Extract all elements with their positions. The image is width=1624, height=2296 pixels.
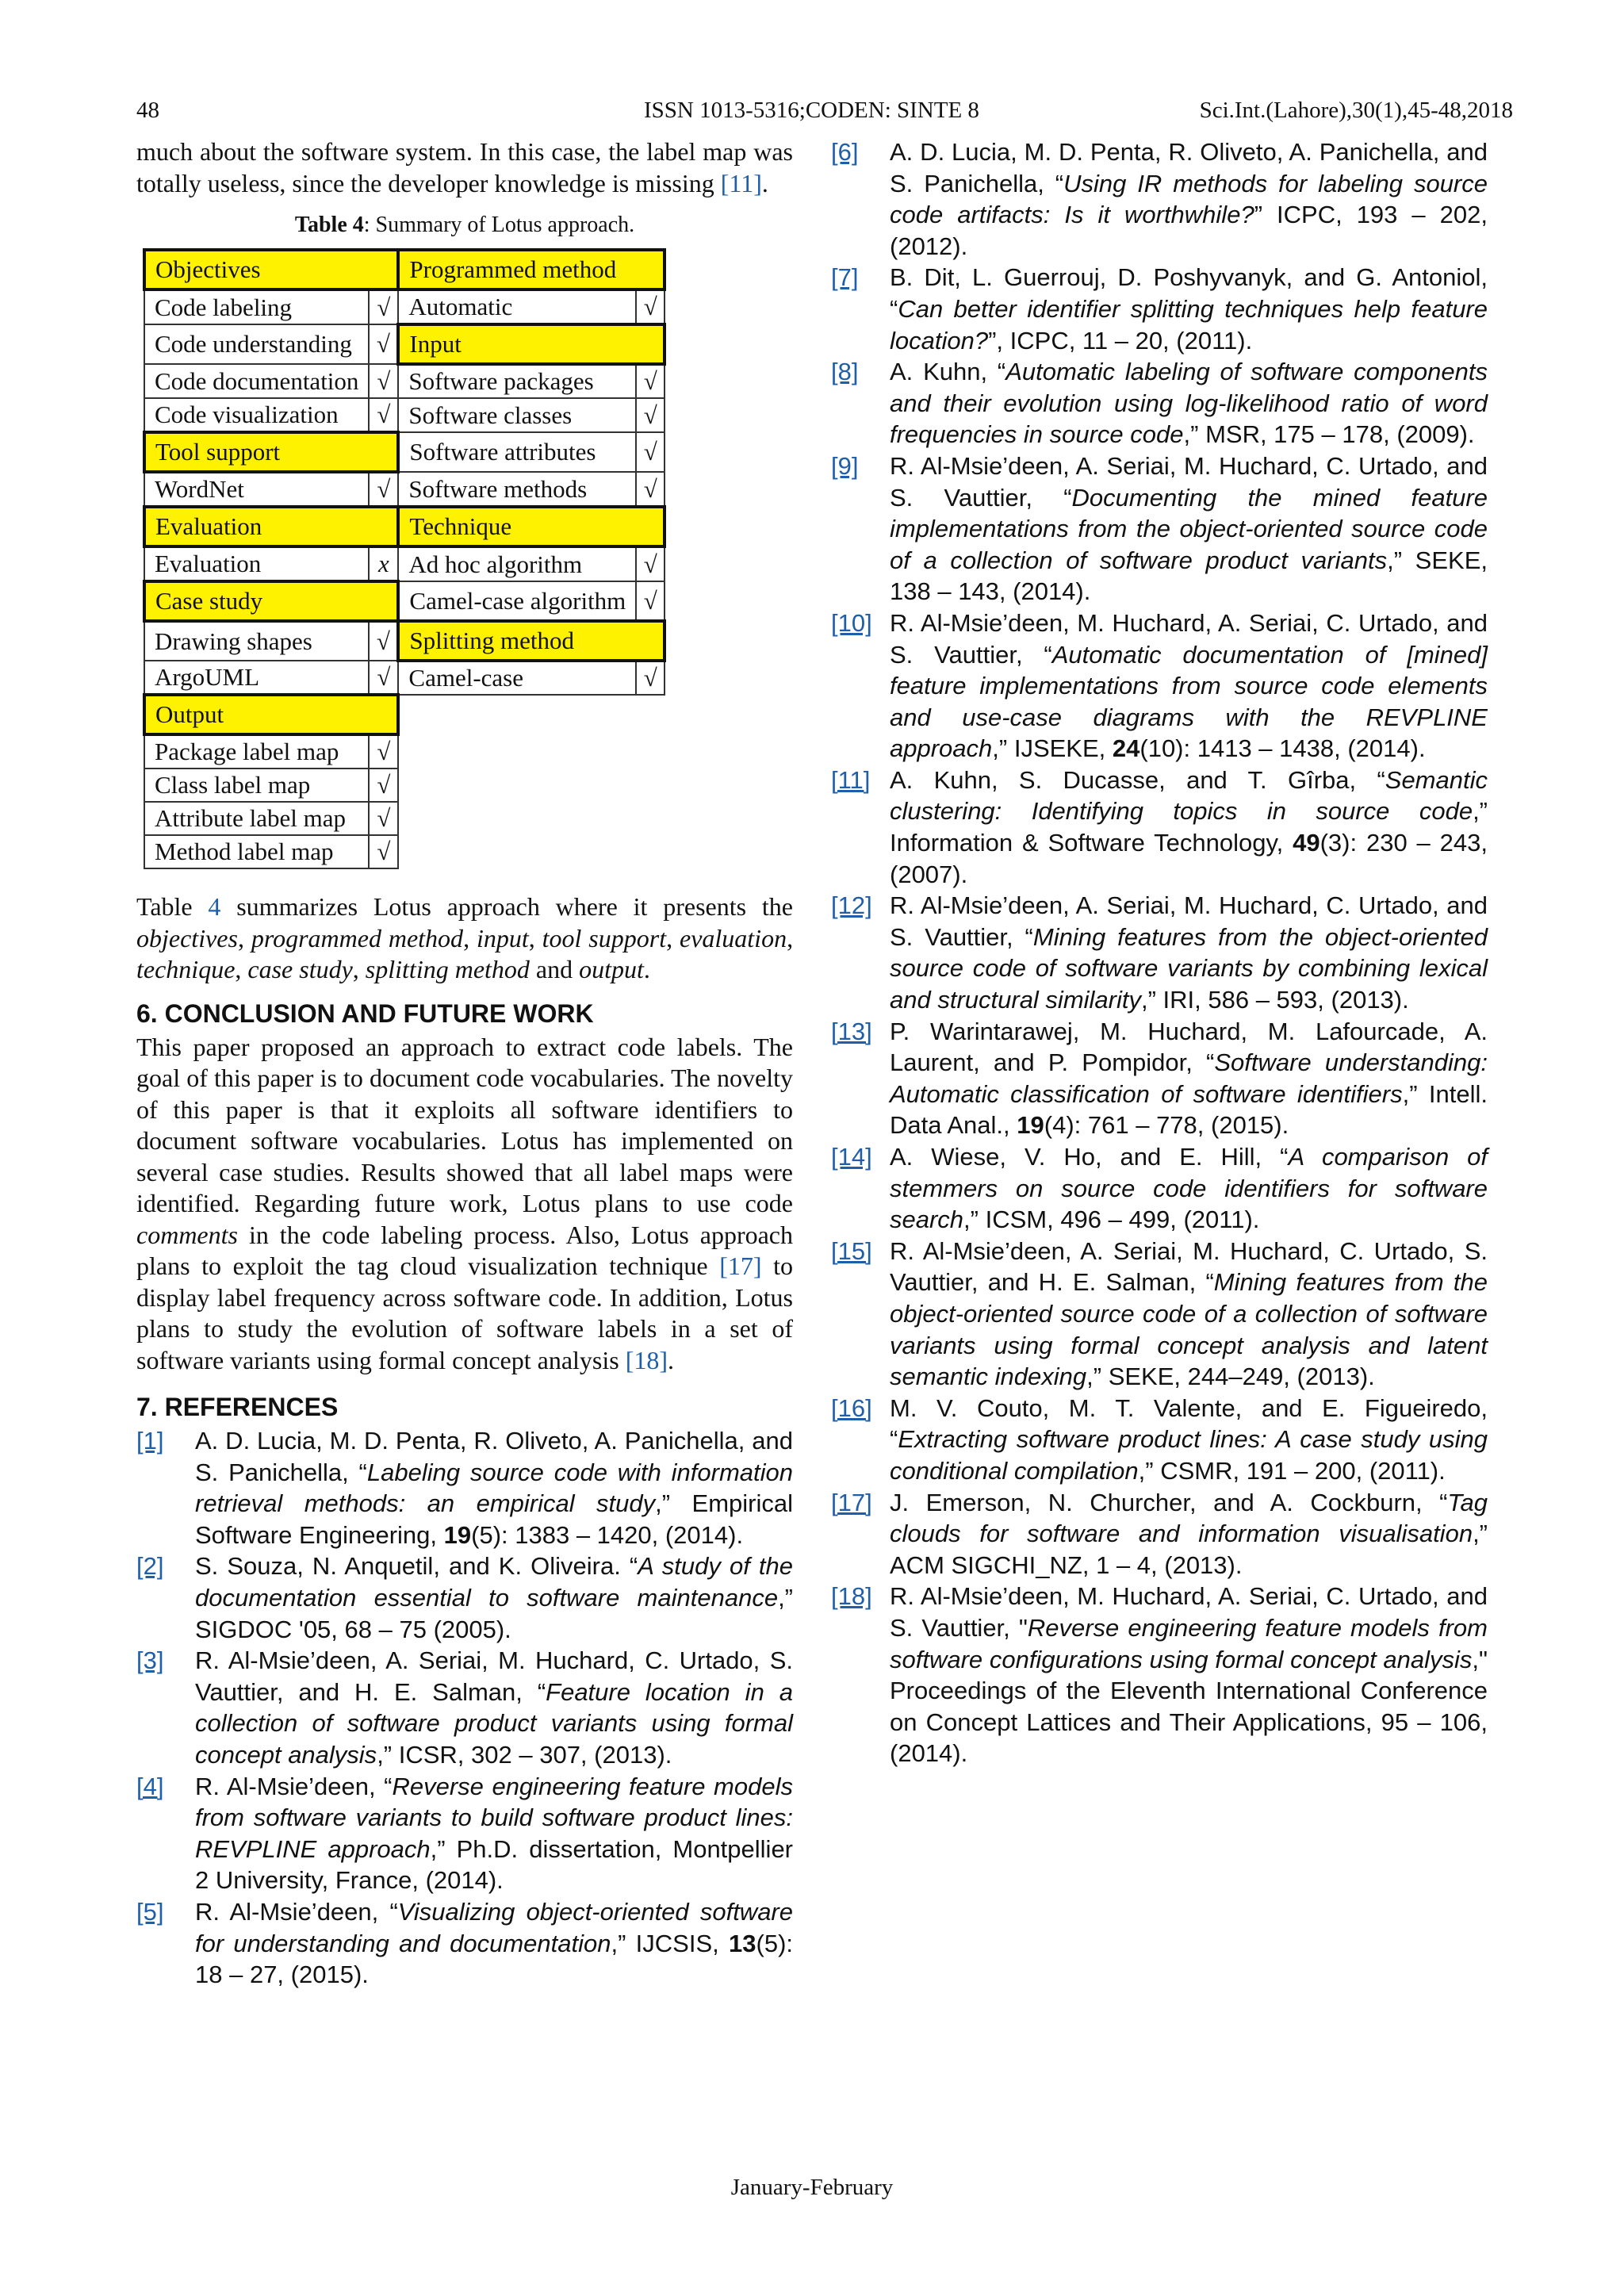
reference-number-link[interactable]: [17] — [831, 1488, 872, 1516]
page-number: 48 — [136, 98, 159, 123]
table-cell: Class label map — [144, 769, 369, 802]
table-row — [144, 432, 665, 472]
table-header-cell: Input — [398, 324, 665, 364]
check-mark: √ — [636, 398, 665, 432]
reference-text: S. Souza, N. Anquetil, and K. Oliveira. “A study of the documentation essential to software maintenance,” SIGDOC '05, 68 – 75 (2005). — [195, 1552, 793, 1643]
reference-text: R. Al-Msie’deen, A. Seriai, M. Huchard, C. Urtado, S. Vauttier, and H. E. Salman, “Mining features from the object-oriented source code of a collection of software variants using formal concept analysis and latent semantic indexing,” SEKE, 244–249, (2013). — [890, 1236, 1488, 1391]
reference-number-link[interactable]: [2] — [136, 1552, 164, 1581]
reference-text: R. Al-Msie’deen, “Visualizing object-oriented software for understanding and documentation,” IJCSIS, 13(5): 18 – 27, (2015). — [195, 1897, 793, 1989]
table-cell: Software packages — [398, 364, 636, 398]
reference-list — [136, 1425, 793, 1991]
table-cell: Method label map — [144, 835, 369, 868]
check-mark: √ — [636, 661, 665, 695]
reference-item — [831, 765, 1488, 890]
journal-issn: ISSN 1013-5316;CODEN: SINTE 8 — [644, 98, 979, 123]
table-row — [144, 546, 665, 581]
summary-paragraph: Table 4 summarizes Lotus approach where it presents the objectives, programmed method, input, tool support, evaluation, technique, case study, splitting method and output. — [136, 892, 794, 983]
table-row — [144, 324, 665, 364]
table-header-cell: Output — [144, 695, 398, 734]
reference-text: R. Al-Msie’deen, M. Huchard, A. Seriai, C. Urtado, and S. Vauttier, "Reverse engineering feature models from software configurations using formal concept analysis," Proceedings of the Eleventh International Conference on Concept Lattices and Their Applications, 95 – 106, (2014). — [890, 1582, 1488, 1768]
table-row — [144, 769, 665, 802]
reference-item — [831, 1393, 1488, 1487]
reference-text: R. Al-Msie’deen, A. Seriai, M. Huchard, C. Urtado, and S. Vauttier, “Documenting the mined feature implementations from the object-oriented source code of a collection of software product variants,” SEKE, 138 – 143, (2014). — [890, 451, 1488, 606]
reference-number-link[interactable]: [6] — [831, 138, 859, 166]
reference-number-link[interactable]: [15] — [831, 1236, 872, 1265]
check-mark: √ — [369, 734, 398, 769]
journal-citation: Sci.Int.(Lahore),30(1),45-48,2018 — [1199, 98, 1513, 123]
table-cell: Software classes — [398, 398, 636, 432]
table-cell: Software attributes — [398, 432, 636, 472]
check-mark: √ — [369, 472, 398, 507]
table-cell: Automatic — [398, 289, 636, 324]
check-mark: √ — [369, 835, 398, 868]
reference-item — [831, 450, 1488, 608]
check-mark: √ — [636, 364, 665, 398]
reference-text: R. Al-Msie’deen, A. Seriai, M. Huchard, C. Urtado, and S. Vauttier, “Mining features from the object-oriented source code of software variants by combining lexical and structural similarity,” IRI, 586 – 593, (2013). — [890, 891, 1488, 1014]
table-cell: Code understanding — [144, 324, 369, 364]
reference-item — [831, 890, 1488, 1015]
table-header-cell: Objectives — [144, 250, 398, 289]
summary-table — [143, 248, 666, 869]
reference-item — [136, 1550, 793, 1645]
reference-item — [136, 1896, 793, 1991]
table-row — [144, 581, 665, 621]
table-row — [144, 507, 665, 546]
check-mark: √ — [369, 621, 398, 661]
table-cell: Attribute label map — [144, 802, 369, 835]
reference-text: R. Al-Msie’deen, M. Huchard, A. Seriai, C. Urtado, and S. Vauttier, “Automatic documentation of [mined] feature implementations from source code elements and use-case diagrams with the REVPLINE approach,” IJSEKE, 24(10): 1413 – 1438, (2014). — [890, 608, 1488, 763]
check-mark: √ — [636, 472, 665, 507]
reference-text: M. V. Couto, M. T. Valente, and E. Figueiredo, “Extracting software product lines: A case study using conditional compilation,” CSMR, 191 – 200, (2011). — [890, 1393, 1488, 1485]
check-mark: √ — [636, 581, 665, 621]
reference-item — [831, 356, 1488, 450]
reference-item — [831, 1581, 1488, 1769]
right-column — [831, 136, 1488, 1769]
check-mark: √ — [369, 324, 398, 364]
check-mark: √ — [369, 289, 398, 324]
reference-number-link[interactable]: [11] — [831, 765, 871, 794]
check-mark: √ — [369, 398, 398, 432]
table-row — [144, 398, 665, 432]
reference-text: A. Kuhn, S. Ducasse, and T. Gîrba, “Semantic clustering: Identifying topics in source code,” Information & Software Technology, 49(3): 230 – 243, (2007). — [890, 765, 1488, 888]
cross-mark: x — [369, 546, 398, 581]
reference-text: R. Al-Msie’deen, A. Seriai, M. Huchard, C. Urtado, S. Vauttier, and H. E. Salman, “Feature location in a collection of software product variants using formal concept analysis,” ICSR, 302 – 307, (2013). — [195, 1646, 793, 1769]
table-row — [144, 289, 665, 324]
table-row — [144, 734, 665, 769]
check-mark: √ — [636, 432, 665, 472]
reference-number-link[interactable]: [7] — [831, 263, 859, 292]
reference-text: R. Al-Msie’deen, “Reverse engineering feature models from software variants to build software product lines: REVPLINE approach,” Ph.D. dissertation, Montpellier 2 University, France, (2014). — [195, 1772, 794, 1895]
reference-item — [831, 1487, 1488, 1581]
reference-text: J. Emerson, N. Churcher, and A. Cockburn, “Tag clouds for software and information visualisation,” ACM SIGCHI_NZ, 1 – 4, (2013). — [890, 1488, 1488, 1579]
page-footer: January-February — [730, 2175, 894, 2200]
reference-list — [831, 136, 1488, 1769]
table-cell: Camel-case algorithm — [398, 581, 636, 621]
check-mark: √ — [636, 289, 665, 324]
reference-number-link[interactable]: [10] — [831, 608, 872, 637]
left-column — [136, 136, 793, 1991]
table-row — [144, 472, 665, 507]
table-header-cell: Splitting method — [398, 621, 665, 661]
table-row — [144, 250, 665, 289]
table-cell: Ad hoc algorithm — [398, 546, 636, 581]
table-row — [144, 695, 665, 734]
table-header-cell: Programmed method — [398, 250, 665, 289]
table-cell: Code labeling — [144, 289, 369, 324]
table-row — [144, 802, 665, 835]
table-cell: Package label map — [144, 734, 369, 769]
reference-number-link[interactable]: [3] — [136, 1646, 164, 1675]
check-mark: √ — [369, 802, 398, 835]
table-cell: WordNet — [144, 472, 369, 507]
citation-link[interactable]: [17] — [719, 1251, 762, 1280]
section-heading: 7. REFERENCES — [136, 1393, 339, 1421]
reference-text: A. Wiese, V. Ho, and E. Hill, “A comparison of stemmers on source code identifiers for software search,” ICSM, 496 – 499, (2011). — [890, 1143, 1488, 1234]
conclusion-paragraph: This paper proposed an approach to extract code labels. The goal of this paper is to document code vocabularies. The novelty of this paper is that it exploits all software identifiers to document software vocabularies. Lotus has implemented on several case studies. Results showed that all label maps were identified. Regarding future work, Lotus plans to use code comments in the code labeling process. Also, Lotus approach plans to exploit the tag cloud visualization technique [17] to display label frequency across software code. In addition, Lotus plans to study the evolution of software labels in a set of software variants using formal concept analysis [18]. — [136, 1032, 794, 1374]
reference-item — [831, 1236, 1488, 1393]
reference-item — [831, 136, 1488, 262]
reference-text: A. D. Lucia, M. D. Penta, R. Oliveto, A. Panichella, and S. Panichella, “Labeling source code with information retrieval methods: an empirical study,” Empirical Software Engineering, 19(5): 1383 – 1420, (2014). — [195, 1427, 794, 1549]
reference-text: A. Kuhn, “Automatic labeling of software components and their evolution using log-likelihood ratio of word frequencies in source code,” MSR, 175 – 178, (2009). — [890, 358, 1488, 449]
reference-number-link[interactable]: [8] — [831, 358, 859, 386]
citation-link[interactable]: [18] — [625, 1345, 668, 1374]
table-caption: Table 4: Summary of Lotus approach. — [294, 213, 635, 237]
reference-number-link[interactable]: [4] — [136, 1772, 164, 1800]
table-row — [144, 621, 665, 661]
citation-link[interactable]: [11] — [720, 168, 762, 197]
reference-number-link[interactable]: [13] — [831, 1017, 872, 1045]
table-row — [144, 364, 665, 398]
reference-number-link[interactable]: [9] — [831, 451, 859, 480]
table-cell: Software methods — [398, 472, 636, 507]
reference-item — [136, 1645, 793, 1770]
check-mark: √ — [369, 769, 398, 802]
reference-number-link[interactable]: [16] — [831, 1393, 872, 1422]
reference-item — [136, 1771, 793, 1896]
check-mark: √ — [369, 661, 398, 695]
table-link[interactable]: 4 — [208, 892, 221, 921]
reference-item — [831, 1016, 1488, 1141]
table-cell: ArgoUML — [144, 661, 369, 695]
reference-text: A. D. Lucia, M. D. Penta, R. Oliveto, A. Panichella, and S. Panichella, “Using IR methods for labeling source code artifacts: Is it worthwhile?” ICPC, 193 – 202, (2012). — [890, 138, 1488, 260]
table-header-cell: Case study — [144, 581, 398, 621]
table-cell: Camel-case — [398, 661, 636, 695]
check-mark: √ — [636, 546, 665, 581]
reference-item — [136, 1425, 793, 1550]
table-header-cell: Evaluation — [144, 507, 398, 546]
table-row — [144, 835, 665, 868]
reference-text: B. Dit, L. Guerrouj, D. Poshyvanyk, and G. Antoniol, “Can better identifier splitting techniques help feature location?”, ICPC, 11 – 20, (2011). — [890, 263, 1488, 355]
table-row — [144, 661, 665, 695]
table-cell: Evaluation — [144, 546, 369, 581]
check-mark: √ — [369, 364, 398, 398]
reference-number-link[interactable]: [18] — [831, 1582, 872, 1611]
reference-text: P. Warintarawej, M. Huchard, M. Lafourcade, A. Laurent, and P. Pompidor, “Software understanding: Automatic classification of software identifiers,” Intell. Data Anal., 19(4): 761 – 778, (2015). — [890, 1017, 1488, 1140]
table-header-cell: Tool support — [144, 432, 398, 472]
reference-number-link[interactable]: [12] — [831, 891, 872, 920]
reference-number-link[interactable]: [5] — [136, 1897, 164, 1926]
table-cell: Code documentation — [144, 364, 369, 398]
section-heading: 6. CONCLUSION AND FUTURE WORK — [136, 999, 594, 1028]
intro-paragraph: much about the software system. In this case, the label map was totally useless, since the developer knowledge is missing [11]. — [136, 137, 793, 197]
reference-number-link[interactable]: [1] — [136, 1427, 164, 1455]
table-cell: Code visualization — [144, 398, 369, 432]
reference-item — [831, 608, 1488, 765]
reference-item — [831, 262, 1488, 356]
table-cell: Drawing shapes — [144, 621, 369, 661]
reference-item — [831, 1141, 1488, 1236]
reference-number-link[interactable]: [14] — [831, 1143, 872, 1171]
table-header-cell: Technique — [398, 507, 665, 546]
